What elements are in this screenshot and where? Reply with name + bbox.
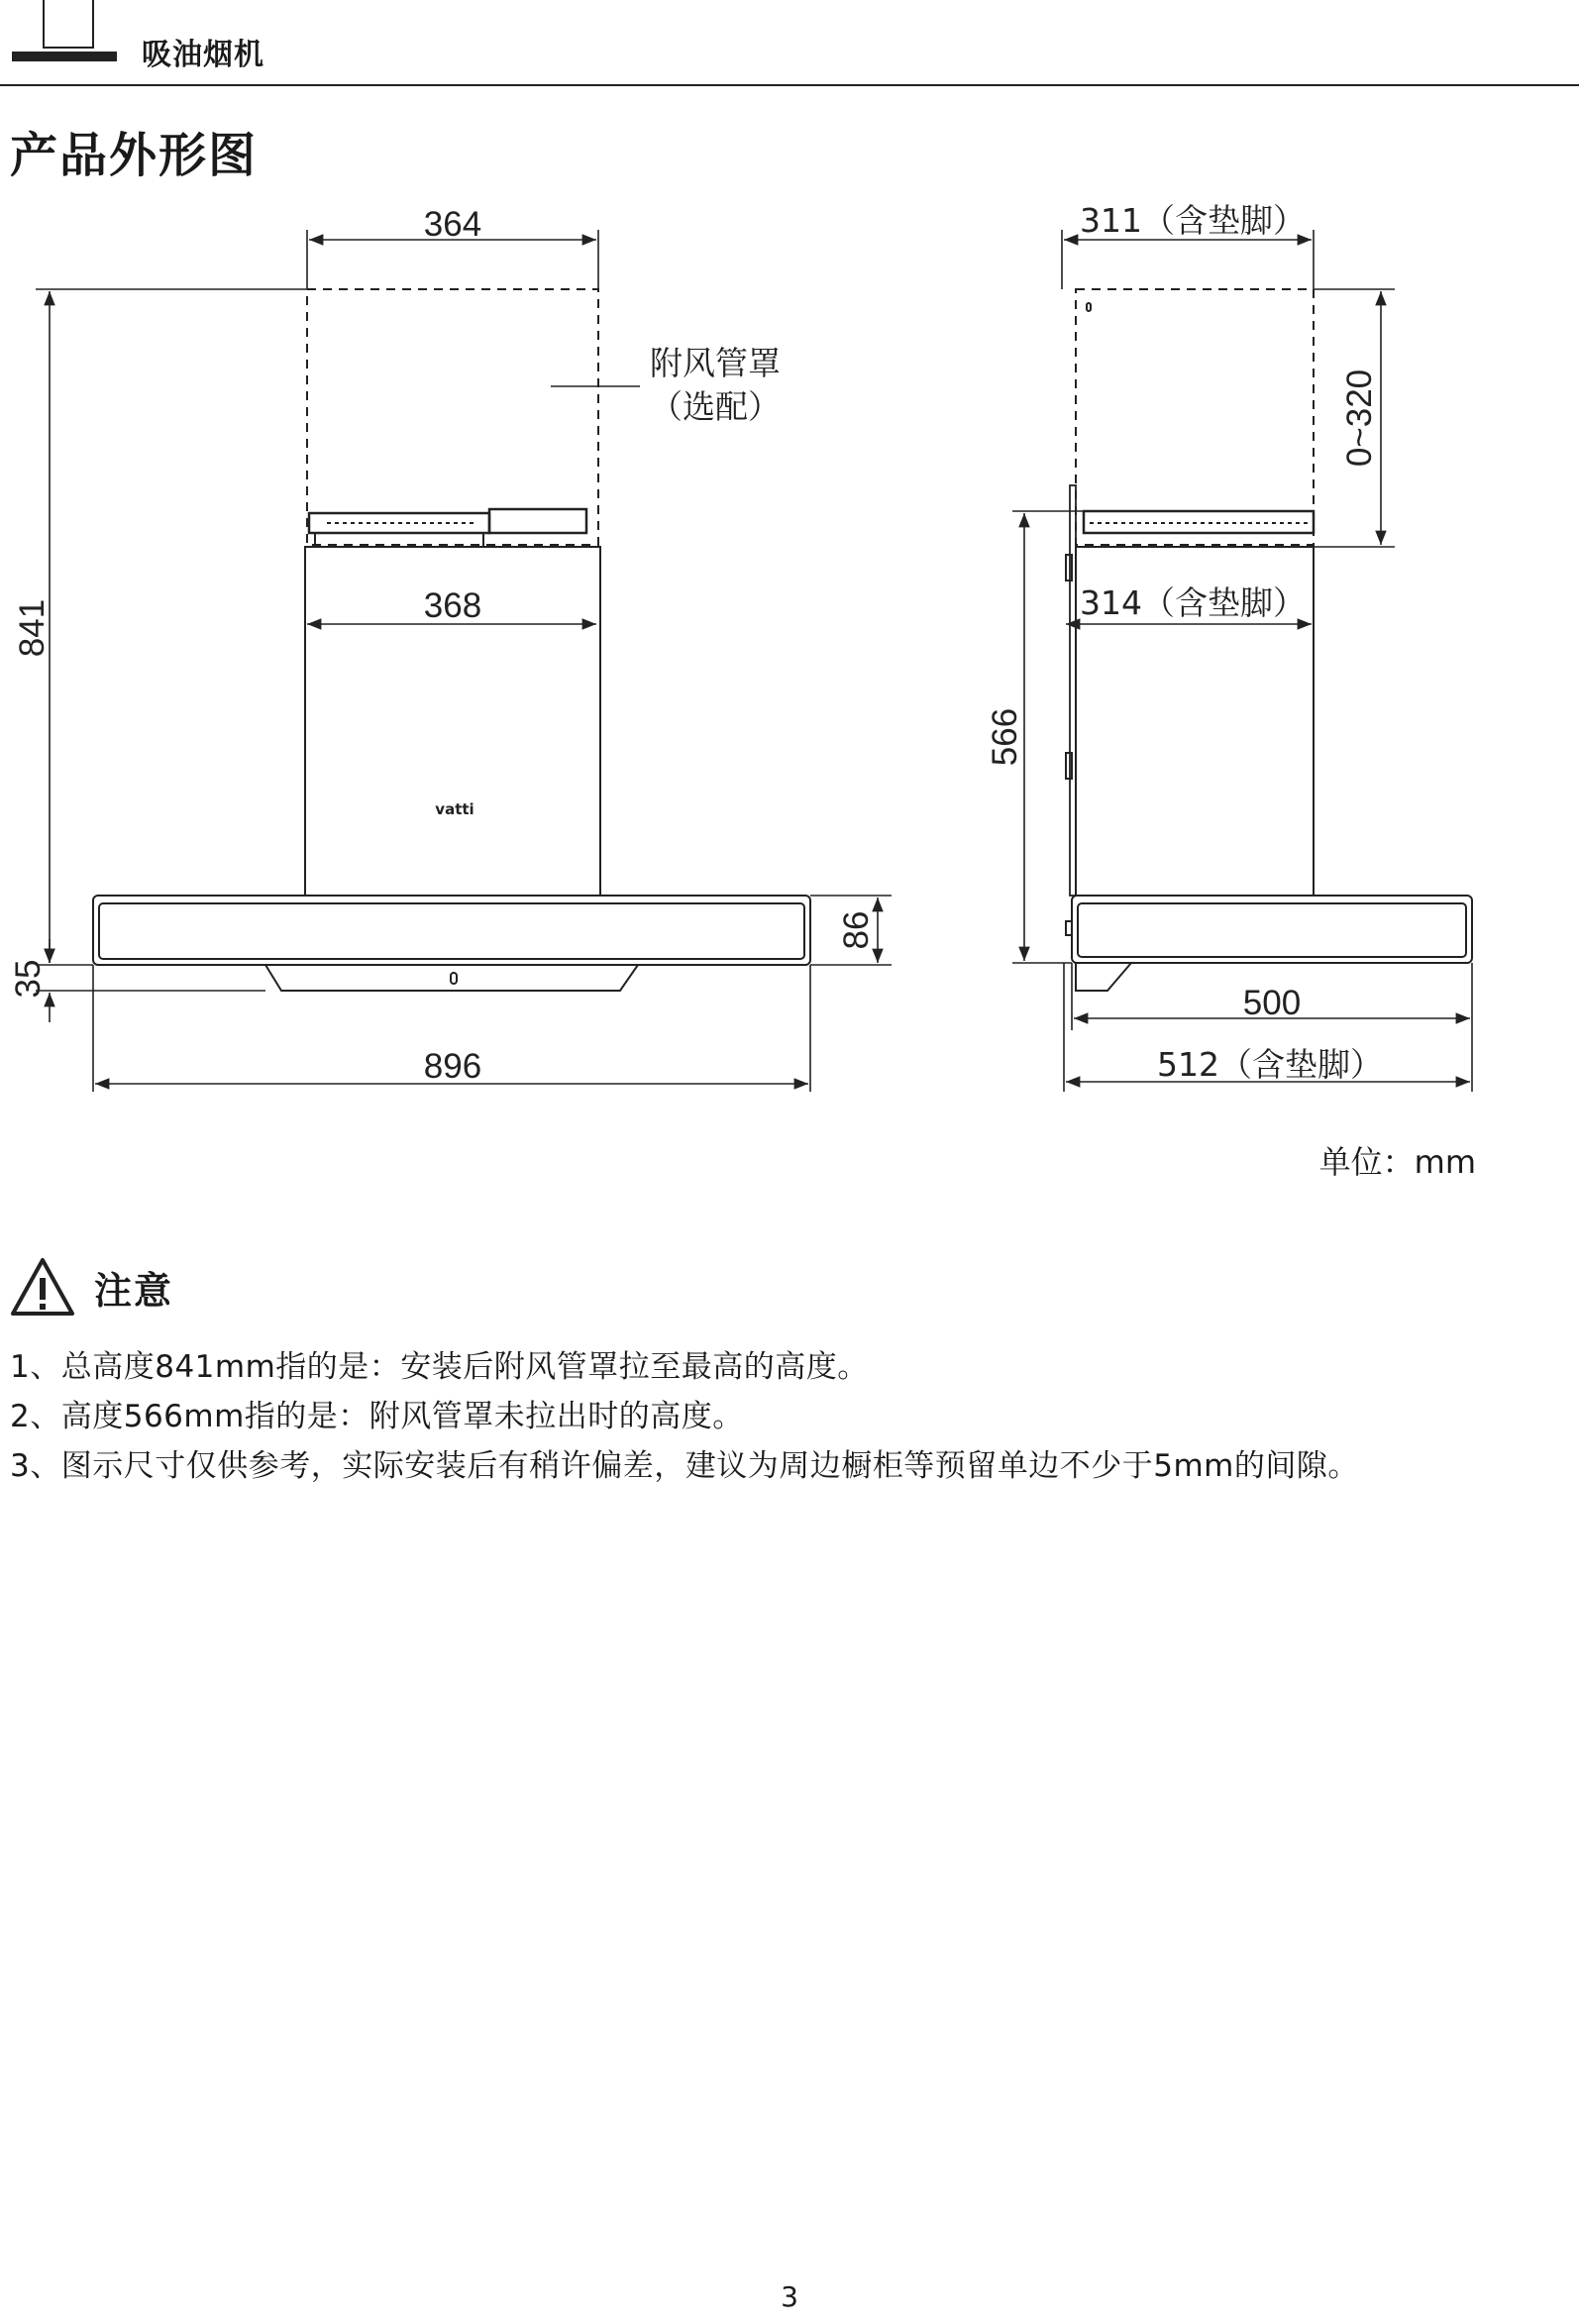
section-title: 产品外形图 [10, 128, 259, 183]
dim-side-body-depth: 314（含垫脚） [1080, 583, 1306, 622]
dim-side-duct-depth: 311（含垫脚） [1080, 201, 1306, 240]
duct-cover-outline [307, 289, 598, 545]
dim-side-height: 566 [986, 707, 1024, 767]
notice-item: 3、图示尺寸仅供参考，实际安装后有稍许偏差，建议为周边橱柜等预留单边不少于5mm的间隙。 [10, 1448, 1359, 1484]
side-view [1066, 289, 1472, 991]
dim-depth-with-feet: 512（含垫脚） [1157, 1045, 1383, 1084]
dim-total-width: 896 [423, 1047, 482, 1086]
unit-label: 单位：mm [1318, 1143, 1476, 1181]
dim-panel-height: 86 [837, 910, 876, 950]
warning-icon [10, 1256, 75, 1318]
notice-item: 1、总高度841mm指的是：安装后附风管罩拉至最高的高度。 [10, 1349, 869, 1385]
page-number: 3 [781, 2280, 798, 2313]
header-title: 吸油烟机 [142, 38, 264, 72]
duct-cover-optional-label: （选配） [650, 387, 781, 426]
dim-duct-range: 0~320 [1340, 369, 1379, 468]
side-duct-outline [1076, 289, 1314, 545]
header-divider [0, 84, 1579, 86]
dim-bottom-offset: 35 [9, 959, 48, 999]
notice-title: 注意 [94, 1269, 174, 1313]
duct-cover-label: 附风管罩 [650, 344, 781, 382]
notice-item: 2、高度566mm指的是：附风管罩未拉出时的高度。 [10, 1399, 744, 1434]
hood-logo-icon [10, 0, 117, 65]
brand-logo: vatti [435, 800, 474, 818]
dim-body-width: 368 [423, 586, 482, 625]
dimension-drawing [0, 188, 1579, 1100]
dim-total-height: 841 [13, 598, 52, 658]
dim-duct-width: 364 [423, 205, 482, 244]
dim-depth: 500 [1242, 984, 1302, 1022]
